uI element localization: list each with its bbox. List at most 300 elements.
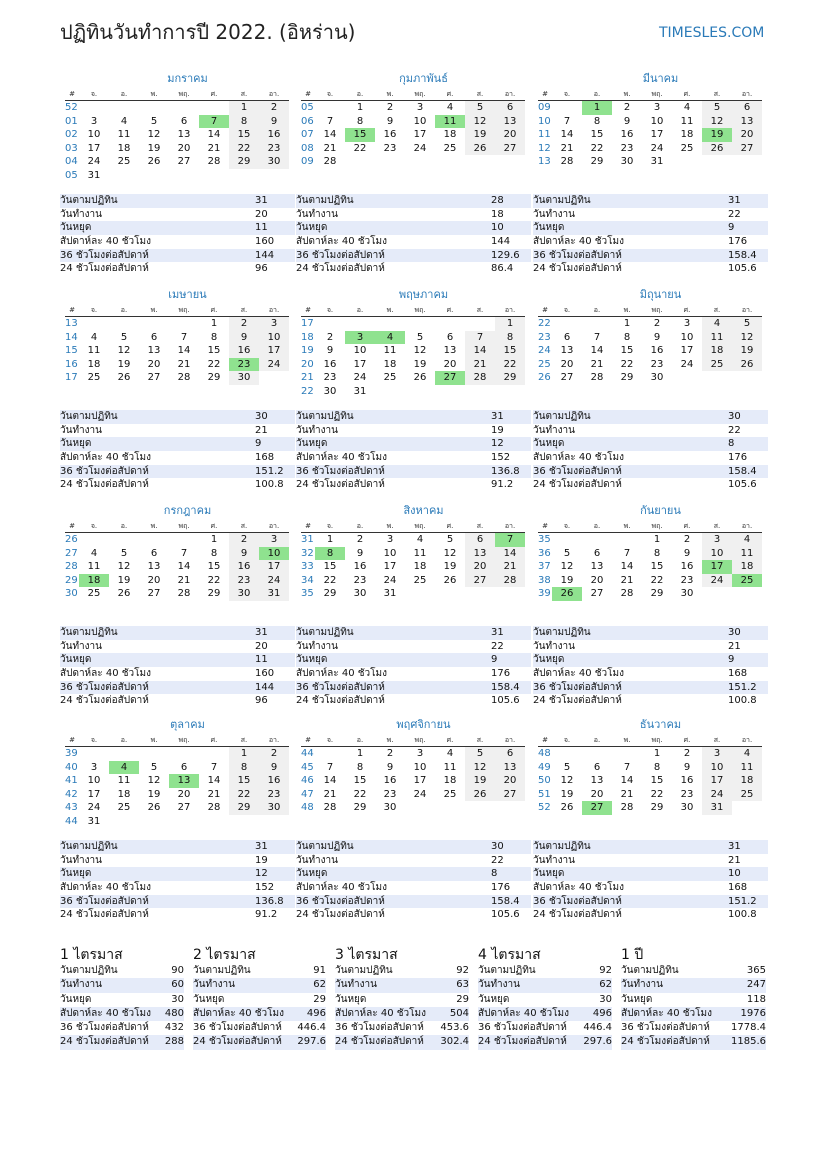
- stats-label: สัปดาห์ละ 40 ชั่วโมง: [533, 882, 624, 894]
- month-stats-table: [296, 194, 531, 276]
- quarter-stats-row: [193, 993, 326, 1007]
- stats-label: วันตามปฏิทิน: [335, 965, 393, 976]
- day-cell: 20: [177, 142, 191, 154]
- stats-label: วันตามปฏิทิน: [478, 965, 536, 976]
- stats-value: 152: [491, 452, 511, 464]
- stats-label: 24 ชั่วโมงต่อสัปดาห์: [60, 695, 149, 707]
- day-cell: 1: [356, 748, 364, 759]
- day-cell: 12: [702, 115, 732, 129]
- day-cell: [199, 101, 229, 115]
- month-calendar: [538, 718, 769, 815]
- day-cell: 24: [87, 802, 101, 814]
- day-cell: 12: [732, 331, 762, 345]
- stats-value: 10: [728, 868, 741, 880]
- month-name: เมษายน: [168, 288, 207, 301]
- day-cell: [139, 533, 169, 547]
- stats-label: วันหยุด: [60, 868, 92, 880]
- weekday-header: พฤ.: [405, 88, 435, 101]
- day-cell: 23: [229, 574, 259, 588]
- stats-value: 100.8: [255, 479, 284, 491]
- stats-row: [60, 235, 295, 249]
- stats-value: 297.6: [297, 1036, 326, 1048]
- weekday-header: ส.: [229, 304, 259, 317]
- stats-row: [60, 262, 295, 276]
- day-cell: 30: [229, 371, 259, 385]
- weekday-header: จ.: [315, 734, 345, 747]
- stats-value: 20: [255, 640, 268, 652]
- month-calendar: [538, 504, 769, 601]
- weekday-header: จ.: [79, 734, 109, 747]
- week-number: 35: [301, 588, 314, 600]
- month-days-grid: [301, 734, 532, 815]
- holiday-day-cell: 25: [732, 574, 762, 588]
- holiday-day-cell: 1: [582, 101, 612, 115]
- week-number: 17: [65, 372, 78, 384]
- weekday-header: ส.: [702, 520, 732, 533]
- week-number: 45: [301, 761, 314, 773]
- stats-label: วันทำงาน: [296, 640, 338, 652]
- day-cell: [345, 317, 375, 331]
- month-calendar: [301, 504, 532, 601]
- day-cell: 11: [117, 129, 131, 141]
- quarter-stats-row: [478, 1035, 612, 1049]
- day-cell: 7: [563, 115, 571, 127]
- day-cell: 10: [650, 115, 664, 127]
- stats-label: วันตามปฏิทิน: [193, 965, 251, 976]
- stats-label: 36 ชั่วโมงต่อสัปดาห์: [60, 465, 149, 477]
- week-number: 16: [65, 358, 78, 370]
- day-cell: 13: [590, 561, 604, 573]
- day-cell: 9: [623, 115, 631, 127]
- stats-label: 36 ชั่วโมงต่อสัปดาห์: [533, 249, 622, 261]
- weekday-header: อ.: [109, 520, 139, 533]
- weekday-header: #: [538, 520, 552, 533]
- day-cell: 11: [443, 761, 457, 773]
- stats-row: [533, 424, 768, 438]
- stats-label: 36 ชั่วโมงต่อสัปดาห์: [478, 1022, 567, 1034]
- quarter-stats-row: [335, 978, 469, 992]
- stats-value: 432: [164, 1022, 184, 1034]
- month-calendar: [301, 72, 532, 169]
- day-cell: 13: [147, 561, 161, 573]
- day-cell: 9: [386, 761, 394, 773]
- day-cell: 14: [590, 345, 604, 357]
- stats-row: [296, 249, 531, 263]
- day-cell: 26: [465, 788, 495, 802]
- day-cell: 5: [120, 547, 128, 559]
- weekday-header: พฤ.: [405, 734, 435, 747]
- day-cell: 13: [590, 775, 604, 787]
- day-cell: 28: [323, 156, 337, 168]
- day-cell: [435, 317, 465, 331]
- day-cell: 10: [413, 761, 427, 773]
- weekday-header: พ.: [375, 734, 405, 747]
- stats-label: วันตามปฏิทิน: [296, 195, 354, 206]
- weekday-header: พ.: [375, 88, 405, 101]
- weekday-header: ส.: [702, 88, 732, 101]
- stats-label: สัปดาห์ละ 40 ชั่วโมง: [296, 452, 387, 464]
- weekday-header: อ.: [345, 304, 375, 317]
- day-cell: 9: [386, 115, 394, 127]
- holiday-day-cell: 27: [435, 371, 465, 385]
- day-cell: 3: [90, 761, 98, 773]
- stats-label: วันทำงาน: [60, 979, 102, 991]
- week-number: 33: [301, 561, 314, 573]
- weekday-header: #: [301, 734, 315, 747]
- stats-value: 176: [728, 236, 748, 248]
- day-cell: 30: [680, 802, 694, 814]
- month-name: พฤศจิกายน: [396, 718, 451, 731]
- day-cell: 17: [87, 142, 101, 154]
- stats-row: [533, 840, 768, 854]
- weekday-header: พฤ.: [642, 304, 672, 317]
- day-cell: 5: [702, 101, 732, 115]
- week-number: 42: [65, 788, 78, 800]
- day-cell: 27: [465, 574, 495, 588]
- day-cell: 25: [443, 142, 457, 154]
- stats-label: สัปดาห์ละ 40 ชั่วโมง: [533, 668, 624, 680]
- day-cell: [169, 815, 199, 829]
- day-cell: 11: [117, 775, 131, 787]
- day-cell: [169, 533, 199, 547]
- day-cell: 11: [680, 115, 694, 127]
- day-cell: 30: [353, 588, 367, 600]
- stats-label: วันหยุด: [296, 654, 328, 666]
- day-cell: 1: [653, 534, 661, 545]
- day-cell: 18: [413, 561, 427, 573]
- week-number: 44: [65, 815, 78, 827]
- week-number: 40: [65, 761, 78, 773]
- stats-value: 100.8: [728, 695, 757, 707]
- weekday-header: อา.: [732, 88, 762, 101]
- month-stats-table: [533, 410, 768, 492]
- day-cell: 31: [353, 385, 367, 397]
- stats-row: [60, 465, 295, 479]
- holiday-day-cell: 18: [79, 574, 109, 588]
- day-cell: 12: [147, 129, 161, 141]
- stats-label: 36 ชั่วโมงต่อสัปดาห์: [60, 249, 149, 261]
- quarter-stats-row: [478, 978, 612, 992]
- stats-label: 36 ชั่วโมงต่อสัปดาห์: [296, 895, 385, 907]
- stats-label: วันทำงาน: [60, 424, 102, 436]
- day-cell: [405, 317, 435, 331]
- day-cell: 19: [443, 561, 457, 573]
- quarter-stats-row: [621, 1021, 766, 1035]
- day-cell: 17: [650, 129, 664, 141]
- day-cell: 7: [180, 331, 188, 343]
- week-number: 26: [65, 534, 78, 545]
- stats-value: 297.6: [583, 1036, 612, 1048]
- weekday-header: #: [301, 304, 315, 317]
- stats-label: วันทำงาน: [60, 854, 102, 866]
- day-cell: 23: [259, 142, 289, 156]
- day-cell: 19: [117, 358, 131, 370]
- stats-label: 24 ชั่วโมงต่อสัปดาห์: [533, 909, 622, 921]
- stats-value: 31: [728, 841, 741, 852]
- page-title: ปฏิทินวันทำการปี 2022. (อิหร่าน): [60, 20, 356, 44]
- quarter-block: [621, 946, 766, 1050]
- holiday-day-cell: 26: [552, 587, 582, 601]
- stats-label: วันหยุด: [533, 438, 565, 450]
- stats-value: 136.8: [491, 465, 520, 477]
- weekday-header: ศ.: [672, 88, 702, 101]
- week-number: 11: [538, 129, 551, 141]
- weekday-header: ส.: [702, 304, 732, 317]
- stats-value: 90: [171, 965, 184, 976]
- stats-label: วันทำงาน: [296, 854, 338, 866]
- day-cell: 14: [323, 129, 337, 141]
- month-days-grid: [65, 304, 296, 385]
- week-number: 39: [538, 588, 551, 600]
- day-cell: [702, 587, 732, 601]
- quarter-stats-row: [60, 964, 184, 978]
- day-cell: 6: [593, 547, 601, 559]
- holiday-day-cell: 17: [702, 560, 732, 574]
- month-days-grid: [65, 734, 296, 829]
- stats-label: 24 ชั่วโมงต่อสัปดาห์: [60, 479, 149, 491]
- stats-row: [60, 653, 295, 667]
- day-cell: 18: [87, 358, 101, 370]
- day-cell: 5: [446, 534, 454, 545]
- day-cell: 25: [702, 358, 732, 372]
- day-cell: 14: [207, 775, 221, 787]
- day-cell: [139, 317, 169, 331]
- day-cell: [672, 155, 702, 169]
- stats-row: [296, 681, 531, 695]
- day-cell: 27: [147, 588, 161, 600]
- stats-row: [296, 194, 531, 208]
- day-cell: 24: [650, 142, 664, 154]
- week-number: 44: [301, 748, 314, 759]
- stats-label: สัปดาห์ละ 40 ชั่วโมง: [533, 452, 624, 464]
- day-cell: [109, 747, 139, 761]
- holiday-day-cell: 19: [702, 128, 732, 142]
- holiday-day-cell: 4: [375, 331, 405, 345]
- day-cell: [259, 371, 289, 385]
- day-cell: 2: [683, 534, 691, 545]
- weekday-header: พ.: [139, 304, 169, 317]
- day-cell: 10: [702, 761, 732, 775]
- stats-label: วันตามปฏิทิน: [60, 965, 118, 976]
- day-cell: 15: [353, 775, 367, 787]
- day-cell: 4: [90, 547, 98, 559]
- stats-row: [533, 667, 768, 681]
- stats-value: 63: [456, 979, 469, 991]
- month-name: พฤษภาคม: [398, 288, 449, 301]
- quarter-stats-row: [335, 1035, 469, 1049]
- day-cell: 6: [495, 747, 525, 761]
- day-cell: [199, 815, 229, 829]
- day-cell: 26: [117, 588, 131, 600]
- week-number: 47: [301, 788, 314, 800]
- day-cell: 16: [229, 344, 259, 358]
- day-cell: 19: [465, 128, 495, 142]
- quarter-block: [478, 946, 612, 1050]
- day-cell: 20: [465, 560, 495, 574]
- day-cell: 14: [620, 775, 634, 787]
- day-cell: [405, 155, 435, 169]
- day-cell: 6: [180, 115, 188, 127]
- day-cell: [109, 533, 139, 547]
- weekday-header: #: [538, 88, 552, 101]
- stats-row: [296, 653, 531, 667]
- day-cell: [169, 747, 199, 761]
- day-cell: [405, 587, 435, 601]
- day-cell: 7: [623, 761, 631, 773]
- week-number: 36: [538, 547, 551, 559]
- stats-label: วันหยุด: [335, 993, 367, 1005]
- day-cell: 5: [150, 115, 158, 127]
- day-cell: [139, 815, 169, 829]
- day-cell: 29: [207, 372, 221, 384]
- day-cell: 10: [87, 775, 101, 787]
- day-cell: 25: [117, 156, 131, 168]
- stats-label: วันทำงาน: [478, 979, 520, 991]
- week-number: 29: [65, 574, 78, 586]
- stats-value: 12: [491, 438, 504, 450]
- month-stats-table: [296, 626, 531, 708]
- stats-value: 31: [491, 411, 504, 422]
- day-cell: 27: [147, 372, 161, 384]
- stats-label: 36 ชั่วโมงต่อสัปดาห์: [335, 1022, 424, 1034]
- stats-label: วันทำงาน: [296, 208, 338, 220]
- day-cell: 12: [560, 561, 574, 573]
- day-cell: 24: [383, 574, 397, 586]
- weekday-header: พ.: [139, 88, 169, 101]
- week-number: 39: [65, 748, 78, 759]
- day-cell: 12: [443, 547, 457, 559]
- month-days-grid: [538, 734, 769, 815]
- day-cell: 20: [495, 774, 525, 788]
- day-cell: 15: [323, 561, 337, 573]
- month-name: มิถุนายน: [639, 288, 682, 301]
- day-cell: 25: [732, 788, 762, 802]
- stats-label: สัปดาห์ละ 40 ชั่วโมง: [296, 236, 387, 248]
- month-name: ธันวาคม: [639, 718, 682, 731]
- quarter-title: 2 ไตรมาส: [193, 947, 256, 963]
- week-number: 30: [65, 588, 78, 600]
- stats-row: [296, 840, 531, 854]
- day-cell: 18: [702, 344, 732, 358]
- day-cell: 9: [683, 547, 691, 559]
- weekday-header: พฤ.: [642, 520, 672, 533]
- week-number: 21: [301, 372, 314, 384]
- stats-label: วันทำงาน: [533, 854, 575, 866]
- day-cell: [169, 101, 199, 115]
- stats-label: วันหยุด: [296, 868, 328, 880]
- day-cell: 17: [413, 775, 427, 787]
- weekday-header: ศ.: [435, 88, 465, 101]
- day-cell: [169, 317, 199, 331]
- day-cell: 31: [650, 156, 664, 168]
- stats-label: วันตามปฏิทิน: [296, 841, 354, 852]
- stats-label: 36 ชั่วโมงต่อสัปดาห์: [60, 681, 149, 693]
- day-cell: 3: [683, 318, 691, 329]
- month-name: กุมภาพันธ์: [399, 72, 448, 85]
- day-cell: 7: [326, 761, 334, 773]
- day-cell: [612, 747, 642, 761]
- weekday-header: จ.: [315, 88, 345, 101]
- stats-value: 1976: [740, 1007, 766, 1019]
- weekday-header: อ.: [109, 88, 139, 101]
- stats-value: 496: [592, 1007, 612, 1019]
- week-number: 05: [65, 169, 78, 181]
- day-cell: 31: [87, 815, 101, 827]
- day-cell: [139, 101, 169, 115]
- day-cell: 30: [680, 588, 694, 600]
- stats-row: [60, 194, 295, 208]
- stats-row: [60, 208, 295, 222]
- day-cell: 29: [323, 588, 337, 600]
- week-number: 18: [301, 331, 314, 343]
- stats-value: 10: [491, 222, 504, 234]
- day-cell: 24: [702, 574, 732, 588]
- weekday-header: อา.: [259, 734, 289, 747]
- stats-value: 168: [728, 882, 748, 894]
- stats-value: 91.2: [491, 479, 514, 491]
- day-cell: [315, 101, 345, 115]
- quarter-stats-row: [193, 964, 326, 978]
- stats-value: 176: [728, 452, 748, 464]
- month-calendar: [65, 718, 296, 829]
- stats-label: วันทำงาน: [193, 979, 235, 991]
- stats-row: [296, 208, 531, 222]
- month-name: ตุลาคม: [170, 718, 205, 731]
- week-number: 15: [65, 345, 78, 357]
- stats-label: สัปดาห์ละ 40 ชั่วโมง: [296, 668, 387, 680]
- day-cell: 31: [87, 169, 101, 181]
- stats-row: [296, 478, 531, 492]
- quarter-stats-row: [60, 978, 184, 992]
- weekday-header: ส.: [465, 88, 495, 101]
- month-name: สิงหาคม: [403, 504, 444, 517]
- day-cell: 8: [229, 761, 259, 775]
- day-cell: 9: [653, 331, 661, 343]
- day-cell: 17: [702, 774, 732, 788]
- stats-row: [60, 221, 295, 235]
- day-cell: 14: [495, 547, 525, 561]
- brand-logo-text[interactable]: TIMESLES.COM: [659, 25, 765, 41]
- day-cell: 1: [210, 534, 218, 545]
- stats-label: วันตามปฏิทิน: [533, 841, 591, 852]
- day-cell: 2: [259, 747, 289, 761]
- day-cell: [495, 155, 525, 169]
- stats-label: วันทำงาน: [533, 640, 575, 652]
- stats-value: 21: [728, 854, 741, 866]
- stats-value: 31: [491, 627, 504, 638]
- weekday-header: อา.: [259, 304, 289, 317]
- day-cell: [732, 587, 762, 601]
- day-cell: 22: [590, 142, 604, 154]
- week-number: 38: [538, 574, 551, 586]
- day-cell: 2: [229, 317, 259, 331]
- day-cell: 17: [87, 788, 101, 800]
- stats-label: วันหยุด: [60, 438, 92, 450]
- week-number: 13: [538, 156, 551, 168]
- holiday-day-cell: 23: [229, 358, 259, 372]
- month-calendar: [301, 288, 532, 399]
- stats-value: 30: [491, 841, 504, 852]
- day-cell: 5: [732, 317, 762, 331]
- day-cell: 18: [117, 142, 131, 154]
- day-cell: 9: [356, 547, 364, 559]
- stats-value: 92: [599, 965, 612, 976]
- month-days-grid: [301, 304, 532, 399]
- day-cell: 25: [443, 788, 457, 800]
- weekday-header: ส.: [465, 520, 495, 533]
- day-cell: [552, 101, 582, 115]
- day-cell: 6: [563, 331, 571, 343]
